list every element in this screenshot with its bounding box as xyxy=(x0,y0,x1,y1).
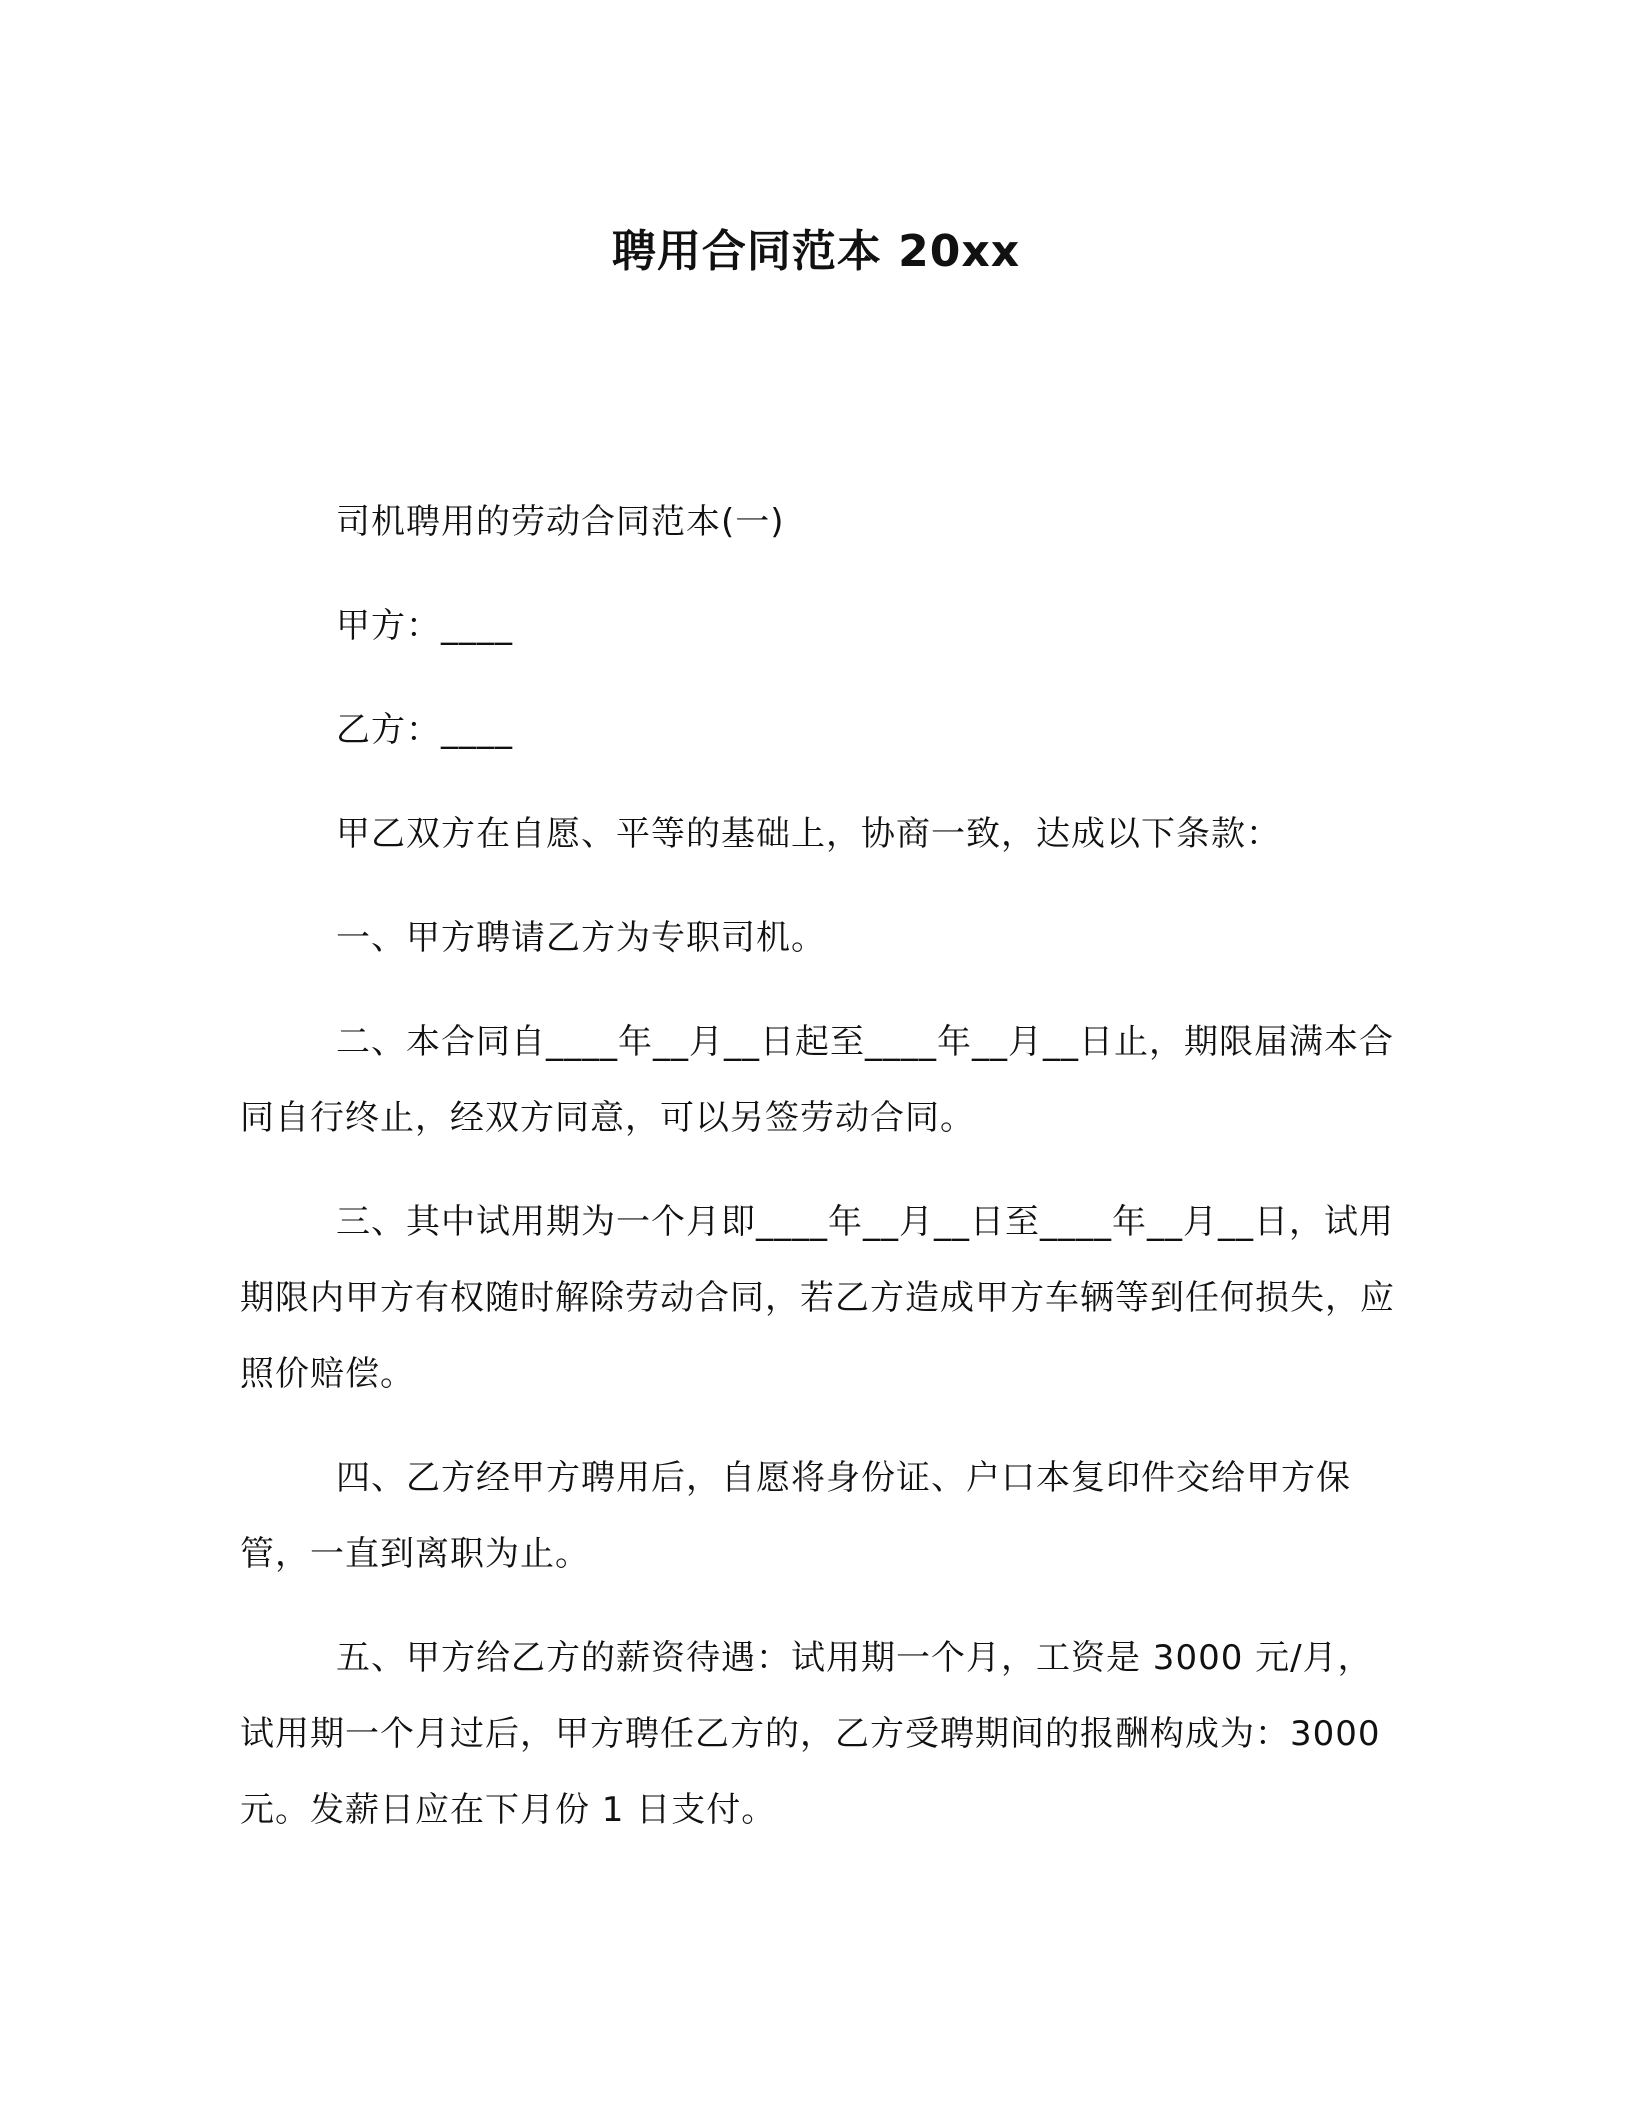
intro-paragraph: 甲乙双方在自愿、平等的基础上，协商一致，达成以下条款： xyxy=(336,814,1281,854)
clause-2: 二、本合同自____年__月__日起至____年__月__日止，期限届满本合同自行终止，经双方同意，可以另签劳动合同。 xyxy=(240,1022,1394,1138)
clause-1: 一、甲方聘请乙方为专职司机。 xyxy=(336,918,826,958)
contract-subtitle: 司机聘用的劳动合同范本(一) xyxy=(336,502,785,542)
clause-5: 五、甲方给乙方的薪资待遇：试用期一个月，工资是 3000 元/月，试用期一个月过后，甲方聘任乙方的，乙方受聘期间的报酬构成为：3000 元。发薪日应在下月份 1 日支付。 xyxy=(240,1638,1393,1830)
party-a-line: 甲方：____ xyxy=(336,606,513,646)
party-b-line: 乙方：____ xyxy=(336,710,513,750)
document-title: 聘用合同范本 20xx xyxy=(611,226,1021,277)
clause-3: 三、其中试用期为一个月即____年__月__日至____年__月__日，试用期限内甲方有权随时解除劳动合同，若乙方造成甲方车辆等到任何损失，应照价赔偿。 xyxy=(240,1202,1395,1394)
clause-4: 四、乙方经甲方聘用后，自愿将身份证、户口本复印件交给甲方保管，一直到离职为止。 xyxy=(240,1458,1351,1574)
